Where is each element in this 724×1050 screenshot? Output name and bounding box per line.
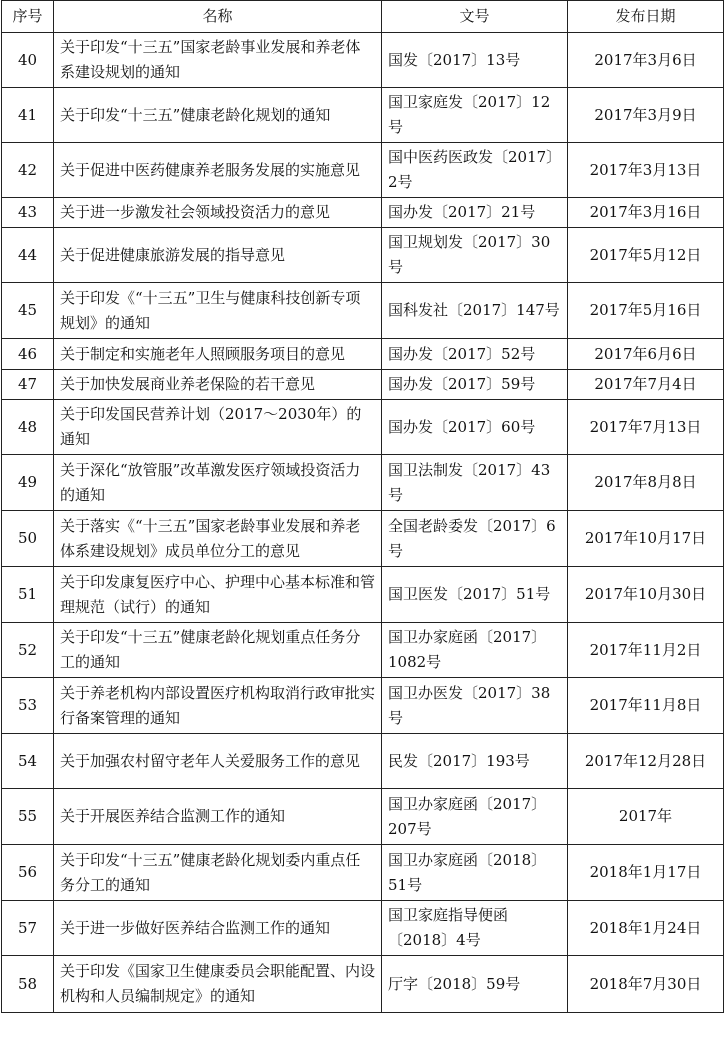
document-name: 关于落实《“十三五”国家老龄事业发展和养老体系建设规划》成员单位分工的意见 [54, 511, 382, 567]
table-row [2, 370, 724, 400]
row-number: 51 [2, 567, 54, 623]
row-number: 43 [2, 198, 54, 228]
publish-date: 2018年1月24日 [568, 901, 724, 956]
row-number: 57 [2, 901, 54, 956]
table-row [2, 228, 724, 283]
table-row [2, 88, 724, 143]
header-date: 发布日期 [568, 1, 724, 33]
row-number: 46 [2, 339, 54, 370]
document-name: 关于印发“十三五”国家老龄事业发展和养老体系建设规划的通知 [54, 33, 382, 88]
document-name: 关于养老机构内部设置医疗机构取消行政审批实行备案管理的通知 [54, 678, 382, 734]
document-name: 关于加强农村留守老年人关爱服务工作的意见 [54, 734, 382, 789]
table-row [2, 283, 724, 339]
document-name: 关于开展医养结合监测工作的通知 [54, 789, 382, 845]
publish-date: 2017年6月6日 [568, 339, 724, 370]
publish-date: 2018年7月30日 [568, 956, 724, 1013]
document-number: 国发〔2017〕13号 [382, 33, 568, 88]
document-number: 国卫规划发〔2017〕30号 [382, 228, 568, 283]
row-number: 54 [2, 734, 54, 789]
document-name: 关于促进健康旅游发展的指导意见 [54, 228, 382, 283]
document-number: 国卫医发〔2017〕51号 [382, 567, 568, 623]
document-number: 国办发〔2017〕21号 [382, 198, 568, 228]
row-number: 49 [2, 455, 54, 511]
document-number: 国卫办医发〔2017〕38号 [382, 678, 568, 734]
publish-date: 2017年7月4日 [568, 370, 724, 400]
table-row [2, 956, 724, 1013]
header-docno: 文号 [382, 1, 568, 33]
publish-date: 2017年 [568, 789, 724, 845]
publish-date: 2018年1月17日 [568, 845, 724, 901]
document-name: 关于促进中医药健康养老服务发展的实施意见 [54, 143, 382, 198]
document-name: 关于印发《“十三五”卫生与健康科技创新专项规划》的通知 [54, 283, 382, 339]
document-number: 国卫办家庭函〔2018〕51号 [382, 845, 568, 901]
publish-date: 2017年3月6日 [568, 33, 724, 88]
document-name: 关于制定和实施老年人照顾服务项目的意见 [54, 339, 382, 370]
document-name: 关于印发“十三五”健康老龄化规划的通知 [54, 88, 382, 143]
header-row [2, 1, 724, 33]
table-row [2, 198, 724, 228]
document-number: 国办发〔2017〕59号 [382, 370, 568, 400]
row-number: 53 [2, 678, 54, 734]
document-number: 国卫家庭指导便函〔2018〕4号 [382, 901, 568, 956]
table-row [2, 845, 724, 901]
document-name: 关于印发“十三五”健康老龄化规划重点任务分工的通知 [54, 623, 382, 678]
table-row [2, 901, 724, 956]
document-number: 国卫办家庭函〔2017〕1082号 [382, 623, 568, 678]
row-number: 41 [2, 88, 54, 143]
document-number: 厅字〔2018〕59号 [382, 956, 568, 1013]
table-row [2, 789, 724, 845]
document-number: 国办发〔2017〕60号 [382, 400, 568, 455]
header-name: 名称 [54, 1, 382, 33]
document-name: 关于进一步激发社会领域投资活力的意见 [54, 198, 382, 228]
row-number: 52 [2, 623, 54, 678]
publish-date: 2017年3月16日 [568, 198, 724, 228]
document-name: 关于加快发展商业养老保险的若干意见 [54, 370, 382, 400]
publish-date: 2017年11月2日 [568, 623, 724, 678]
document-name: 关于印发“十三五”健康老龄化规划委内重点任务分工的通知 [54, 845, 382, 901]
table-row [2, 455, 724, 511]
row-number: 55 [2, 789, 54, 845]
row-number: 44 [2, 228, 54, 283]
document-number: 国中医药医政发〔2017〕2号 [382, 143, 568, 198]
table-row [2, 400, 724, 455]
document-number: 国办发〔2017〕52号 [382, 339, 568, 370]
row-number: 50 [2, 511, 54, 567]
publish-date: 2017年10月30日 [568, 567, 724, 623]
row-number: 40 [2, 33, 54, 88]
publish-date: 2017年3月13日 [568, 143, 724, 198]
row-number: 48 [2, 400, 54, 455]
row-number: 47 [2, 370, 54, 400]
publish-date: 2017年8月8日 [568, 455, 724, 511]
document-number: 全国老龄委发〔2017〕6号 [382, 511, 568, 567]
document-name: 关于印发《国家卫生健康委员会职能配置、内设机构和人员编制规定》的通知 [54, 956, 382, 1013]
table-row [2, 567, 724, 623]
document-number: 国卫办家庭函〔2017〕207号 [382, 789, 568, 845]
table-row [2, 33, 724, 88]
table-row [2, 623, 724, 678]
table-row [2, 143, 724, 198]
row-number: 56 [2, 845, 54, 901]
document-name: 关于进一步做好医养结合监测工作的通知 [54, 901, 382, 956]
document-name: 关于深化“放管服”改革激发医疗领域投资活力的通知 [54, 455, 382, 511]
policy-document-table [1, 0, 724, 1013]
publish-date: 2017年3月9日 [568, 88, 724, 143]
document-number: 国卫法制发〔2017〕43号 [382, 455, 568, 511]
document-name: 关于印发国民营养计划（2017～2030年）的通知 [54, 400, 382, 455]
publish-date: 2017年11月8日 [568, 678, 724, 734]
table-row [2, 339, 724, 370]
row-number: 42 [2, 143, 54, 198]
table-row [2, 511, 724, 567]
publish-date: 2017年5月12日 [568, 228, 724, 283]
row-number: 58 [2, 956, 54, 1013]
publish-date: 2017年10月17日 [568, 511, 724, 567]
table-row [2, 678, 724, 734]
row-number: 45 [2, 283, 54, 339]
publish-date: 2017年7月13日 [568, 400, 724, 455]
table-body [2, 33, 724, 1013]
header-num: 序号 [2, 1, 54, 33]
document-name: 关于印发康复医疗中心、护理中心基本标准和管理规范（试行）的通知 [54, 567, 382, 623]
publish-date: 2017年5月16日 [568, 283, 724, 339]
document-number: 国卫家庭发〔2017〕12号 [382, 88, 568, 143]
document-number: 国科发社〔2017〕147号 [382, 283, 568, 339]
document-number: 民发〔2017〕193号 [382, 734, 568, 789]
table-row [2, 734, 724, 789]
publish-date: 2017年12月28日 [568, 734, 724, 789]
